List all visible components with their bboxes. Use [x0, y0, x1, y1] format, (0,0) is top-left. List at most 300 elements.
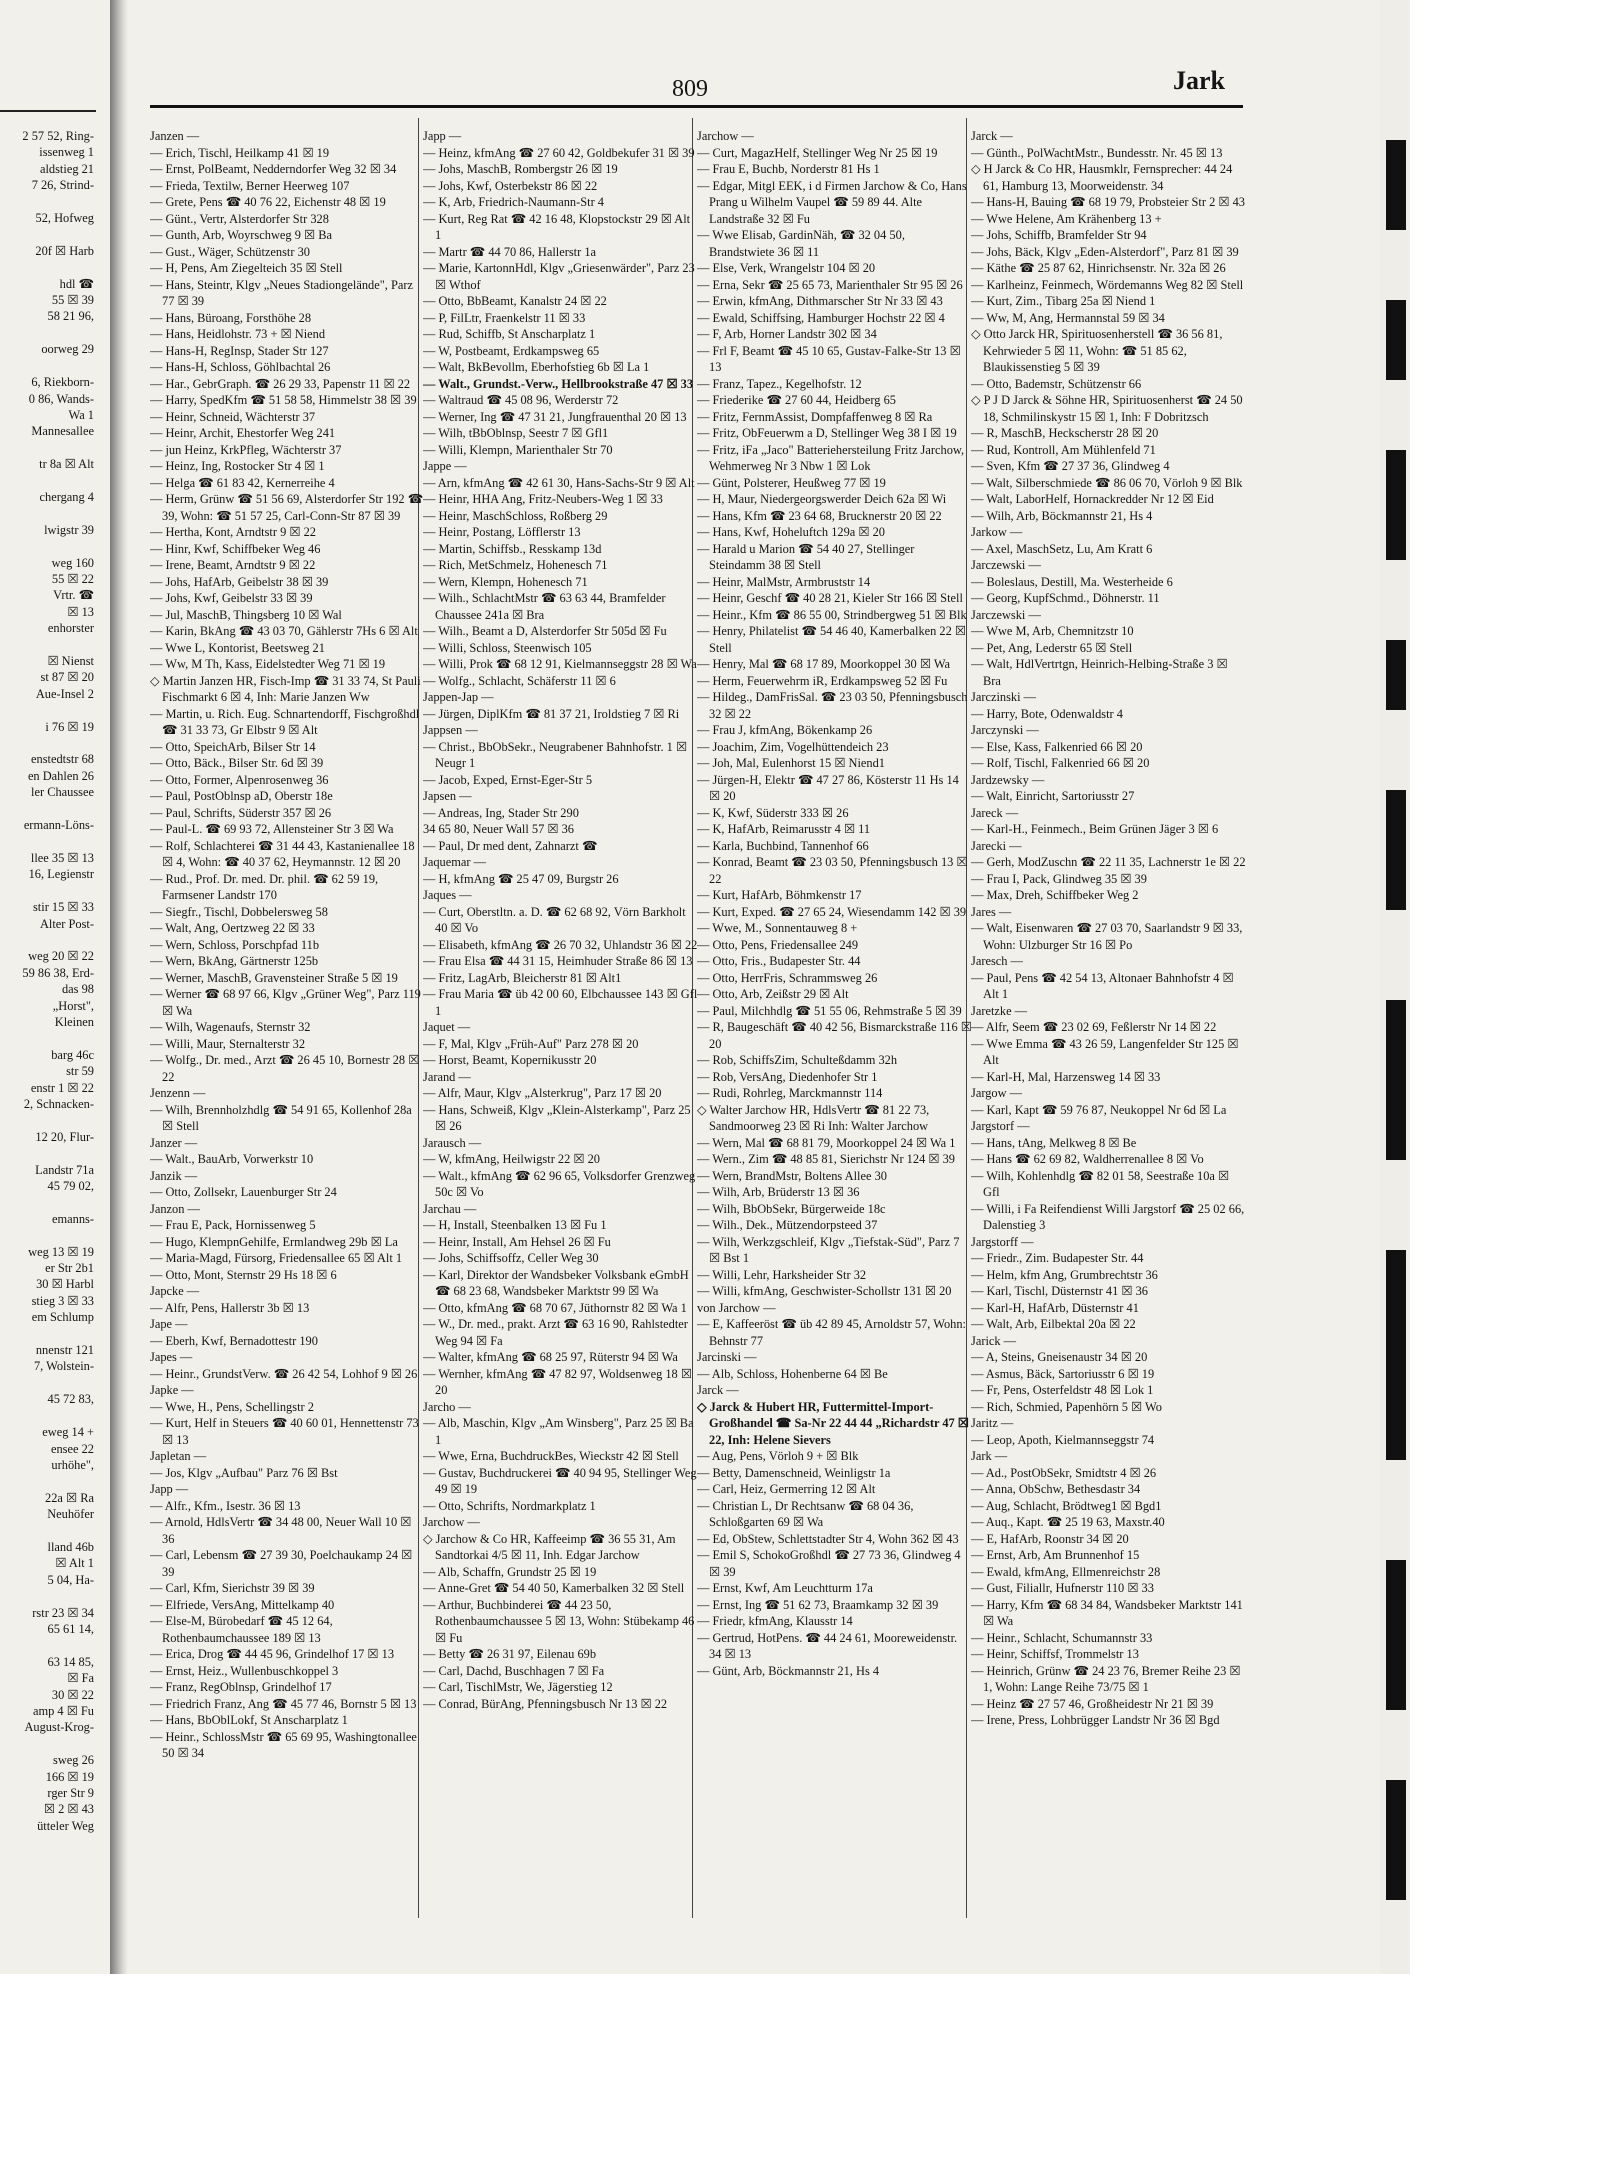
left-fragment-line: emanns- [52, 1211, 94, 1226]
surname-heading: Japsen — [423, 789, 472, 803]
directory-entry: — Ernst, Ing ☎ 51 62 73, Braamkamp 32 ☒ 39 [697, 1597, 939, 1612]
left-fragment-line: tr 8a ☒ Alt [39, 457, 94, 472]
directory-entry: — Otto, Mont, Sternstr 29 Hs 18 ☒ 6 [150, 1267, 337, 1282]
directory-entry: — Curt, MagazHelf, Stellinger Weg Nr 25 ☒ 19 [697, 145, 938, 160]
directory-entry: — Fritz, LagArb, Bleicherstr 81 ☒ Alt1 [423, 970, 622, 985]
directory-entry: — Martr ☎ 44 70 86, Hallerstr 1a [423, 244, 597, 259]
directory-entry: — Wern, BkAng, Gärtnerstr 125b [150, 954, 319, 968]
directory-entry: — K, Arb, Friedrich-Naumann-Str 4 [423, 195, 605, 209]
left-fragment-line: enstedtstr 68 [31, 752, 94, 767]
left-fragment-line: 16, Legienstr [28, 867, 94, 882]
directory-entry: — Walt, HdlVertrtgn, Heinrich-Helbing-Straße 3 ☒ Bra [971, 657, 1228, 688]
directory-entry: — Harry, SpedKfm ☎ 51 58 58, Himmelstr 38 ☒ 39 [150, 393, 417, 407]
directory-entry: — Wwe, M., Sonnentauweg 8 + [697, 921, 858, 935]
left-fragment-line: 7, Wolstein- [33, 1359, 94, 1374]
directory-entry: — Ed, ObStew, Schlettstadter Str 4, Wohn 362 ☒ 43 [697, 1531, 959, 1546]
surname-heading: Japes — [150, 1350, 193, 1364]
directory-entry: — Heinr., SchlossMstr ☎ 65 69 95, Washingtonallee 50 ☒ 34 [150, 1729, 417, 1760]
directory-entry: — Wernher, kfmAng ☎ 47 82 97, Woldsenweg 18 ☒ 20 [423, 1366, 692, 1397]
directory-entry: — Irene, Beamt, Arndtstr 9 ☒ 22 [150, 558, 316, 572]
directory-entry: — R, Baugeschäft ☎ 40 42 56, Bismarckstraße 116 ☒ 20 [697, 1020, 972, 1051]
left-fragment-line: sweg 26 [53, 1753, 94, 1768]
left-fragment-line: 55 ☒ 39 [51, 293, 94, 308]
directory-entry: — Otto, SpeichArb, Bilser Str 14 [150, 739, 316, 754]
directory-entry: — Helga ☎ 61 83 42, Kernerreihe 4 [150, 475, 335, 490]
directory-entry: — R, MaschB, Heckscherstr 28 ☒ 20 [971, 426, 1159, 440]
directory-entry: ◇ P J D Jarck & Söhne HR, Spirituosenherst ☎ 24 50 18, Schmilinskystr 15 ☒ 1, Inh: F Dobritzsch [971, 393, 1243, 424]
left-fragment-line: Neuhöfer [47, 1507, 94, 1522]
directory-entry: — Paul, Dr med dent, Zahnarzt ☎ [423, 838, 598, 853]
directory-entry: — Karl, Direktor der Wandsbeker Volksbank eGmbH ☎ 68 23 68, Wandsbeker Marktstr 99 ☒ Wa [423, 1267, 689, 1298]
page-number: 809 [672, 76, 708, 102]
directory-entry: — Willi, i Fa Reifendienst Willi Jargstorf ☎ 25 02 66, Dalenstieg 3 [971, 1201, 1245, 1232]
surname-heading: Jaresch — [971, 954, 1023, 968]
left-fragment-line: em Schlump [31, 1310, 94, 1325]
directory-entry: — Friedr., Zim. Budapester Str. 44 [971, 1251, 1144, 1265]
directory-entry: — Karl-H., Feinmech., Beim Grünen Jäger 3 ☒ 6 [971, 822, 1219, 836]
directory-entry: — Aug, Pens, Vörloh 9 + ☒ Blk [697, 1449, 859, 1463]
surname-heading: Jarcho — [423, 1399, 471, 1414]
left-fragment-line [0, 1227, 100, 1243]
left-fragment-line [0, 538, 100, 554]
directory-entry: — Ww, M, Ang, Hermannstal 59 ☒ 34 [971, 310, 1165, 325]
surname-heading: Jargstorf — [971, 1119, 1030, 1133]
directory-entry: ◇ Jarchow & Co HR, Kaffeeimp ☎ 36 55 31, Am Sandtorkai 4/5 ☒ 11, Inh. Edgar Jarchow [423, 1531, 676, 1562]
directory-entry: — Walt., BauArb, Vorwerkstr 10 [150, 1152, 314, 1166]
directory-entry: — Jul, MaschB, Thingsberg 10 ☒ Wal [150, 607, 342, 622]
edge-ink-mark [1386, 790, 1406, 910]
left-fragment-line: 0 86, Wands- [28, 391, 94, 406]
directory-entry: — A, Steins, Gneisenaustr 34 ☒ 20 [971, 1350, 1148, 1364]
directory-entry: — Wern, Mal ☎ 68 81 79, Moorkoppel 24 ☒ Wa 1 [697, 1135, 956, 1150]
directory-entry: — Günt, Arb, Böckmannstr 21, Hs 4 [697, 1663, 880, 1678]
directory-entry: — Anna, ObSchw, Bethesdastr 34 [971, 1482, 1141, 1496]
left-fragment-line: enstr 1 ☒ 22 [30, 1080, 94, 1095]
left-fragment-line [0, 735, 100, 751]
directory-entry: — Frau E, Pack, Hornissenweg 5 [150, 1218, 316, 1232]
directory-entry: — Heinr, Schneid, Wächterstr 37 [150, 409, 316, 424]
directory-entry: — Henry, Mal ☎ 68 17 89, Moorkoppel 30 ☒ Wa [697, 657, 951, 671]
directory-entry: — Walter, kfmAng ☎ 68 25 97, Rüterstr 94 ☒ Wa [423, 1350, 678, 1364]
directory-entry: — Arn, kfmAng ☎ 42 61 30, Hans-Sachs-Str 9 ☒ Alt [423, 475, 695, 490]
directory-entry: — W, kfmAng, Heilwigstr 22 ☒ 20 [423, 1152, 601, 1166]
directory-entry: — Hans, BbOblLokf, St Anscharplatz 1 [150, 1713, 348, 1727]
left-fragment-line [0, 505, 100, 521]
left-fragment-line: 45 72 83, [47, 1392, 94, 1407]
directory-entry: — Willi, Schloss, Steenwisch 105 [423, 640, 592, 655]
directory-entry: — Frl F, Beamt ☎ 45 10 65, Gustav-Falke-Str 13 ☒ 13 [697, 343, 961, 374]
left-fragment-line: lland 46b [47, 1539, 94, 1554]
directory-entry: — Wwe, H., Pens, Schellingstr 2 [150, 1399, 314, 1414]
directory-entry: — Eberh, Kwf, Bernadottestr 190 [150, 1333, 318, 1348]
directory-entry: — Walt., Grundst.-Verw., Hellbrookstraße 47 ☒ 33 [423, 376, 694, 391]
left-fragment-line: aldstieg 21 [39, 161, 94, 176]
directory-entry: — Hertha, Kont, Arndtstr 9 ☒ 22 [150, 525, 316, 539]
directory-entry: — H, kfmAng ☎ 25 47 09, Burgstr 26 [423, 871, 619, 886]
directory-entry: — Paul, Pens ☎ 42 54 13, Altonaer Bahnhofstr 4 ☒ Alt 1 [971, 970, 1234, 1001]
directory-entry: — Else, Verk, Wrangelstr 104 ☒ 20 [697, 261, 876, 275]
left-fragment-line: 22a ☒ Ra [45, 1490, 94, 1505]
surname-heading: Jarczynski — [971, 723, 1039, 737]
header-rule [150, 105, 1243, 108]
directory-entry: — Rolf, Tischl, Falkenried 66 ☒ 20 [971, 756, 1150, 770]
directory-entry: — Käthe ☎ 25 87 62, Hinrichsenstr. Nr. 32a ☒ 26 [971, 261, 1226, 275]
left-fragment-line: 55 ☒ 22 [51, 571, 94, 586]
directory-entry: — Martin, Schiffsb., Resskamp 13d [423, 541, 602, 556]
left-fragment-line [0, 1112, 100, 1128]
directory-entry: — Irene, Press, Lohbrügger Landstr Nr 36 ☒ Bgd [971, 1713, 1220, 1727]
directory-entry: — Hugo, KlempnGehilfe, Ermlandweg 29b ☒ La [150, 1234, 398, 1249]
surname-heading: Jarchau — [423, 1201, 477, 1216]
left-fragment-line [0, 1523, 100, 1539]
page-binding-shadow [110, 0, 128, 1974]
directory-entry: — Gust., Wäger, Schützenstr 30 [150, 244, 310, 259]
directory-entry: — Erich, Tischl, Heilkamp 41 ☒ 19 [150, 145, 330, 160]
directory-entry: — Wwe, Erna, BuchdruckBes, Wieckstr 42 ☒ Stell [423, 1449, 679, 1463]
left-fragment-line: stieg 3 ☒ 33 [31, 1293, 94, 1308]
edge-ink-mark [1386, 140, 1406, 230]
directory-entry: — Rudi, Rohrleg, Marckmannstr 114 [697, 1086, 883, 1100]
directory-entry: — Paul, PostOblnsp aD, Oberstr 18e [150, 789, 333, 803]
directory-entry: — Karla, Buchbind, Tannenhof 66 [697, 838, 869, 853]
directory-entry: ◇ H Jarck & Co HR, Hausmklr, Fernsprecher: 44 24 61, Hamburg 13, Moorweidenstr. 34 [971, 162, 1233, 193]
directory-entry: — Ernst, Heiz., Wullenbuschkoppel 3 [150, 1663, 339, 1678]
directory-entry: — Wilh., Beamt a D, Alsterdorfer Str 505d ☒ Fu [423, 624, 667, 638]
left-fragment-line: weg 160 [51, 555, 94, 570]
directory-entry: — Otto, Arb, Zeißstr 29 ☒ Alt [697, 987, 849, 1001]
directory-entry: — Rud, Kontroll, Am Mühlenfeld 71 [971, 442, 1156, 457]
directory-entry: — Horst, Beamt, Kopernikusstr 20 [423, 1053, 597, 1067]
left-fragment-line: llee 35 ☒ 13 [30, 850, 94, 865]
directory-entry: — Paul, Milchhdlg ☎ 51 55 06, Rehmstraße 5 ☒ 39 [697, 1003, 962, 1018]
surname-heading: Japp — [150, 1482, 189, 1496]
directory-entry: — Rud, Schiffb, St Anscharplatz 1 [423, 327, 596, 341]
left-fragment-line: 2, Schnacken- [23, 1096, 94, 1111]
edge-ink-mark [1386, 1000, 1406, 1160]
directory-entry: — Wilh, Arb, Brüderstr 13 ☒ 36 [697, 1185, 860, 1199]
directory-entry: — Gustav, Buchdruckerei ☎ 40 94 95, Stellinger Weg 49 ☒ 19 [423, 1465, 697, 1496]
left-fragment-line: en Dahlen 26 [27, 768, 94, 783]
directory-entry: — H, Install, Steenbalken 13 ☒ Fu 1 [423, 1218, 607, 1232]
directory-column-4 [971, 128, 1246, 1938]
directory-entry: — Otto, Pens, Friedensallee 249 [697, 937, 859, 952]
running-head: Jark [1173, 66, 1225, 95]
directory-entry: — Frau Maria ☎ üb 42 00 60, Elbchaussee 143 ☒ Gfl 1 [423, 987, 698, 1018]
directory-entry: — Harry, Kfm ☎ 68 34 84, Wandsbeker Marktstr 141 ☒ Wa [971, 1597, 1243, 1628]
directory-entry: ◇ Otto Jarck HR, Spirituosenherstell ☎ 36 56 81, Kehrwieder 5 ☒ 11, Wohn: ☎ 51 85 62, Blaukissenstieg 5 ☒ 39 [971, 327, 1223, 374]
directory-entry: — Rob, SchiffsZim, Schulteßdamm 32h [697, 1053, 898, 1067]
directory-entry: — Günt, Polsterer, Heußweg 77 ☒ 19 [697, 475, 886, 490]
directory-entry: — Har., GebrGraph. ☎ 26 29 33, Papenstr 11 ☒ 22 [150, 376, 411, 391]
directory-entry: — Karl-H, Mal, Harzensweg 14 ☒ 33 [971, 1069, 1161, 1084]
directory-entry: — Johs, HafArb, Geibelstr 38 ☒ 39 [150, 574, 329, 589]
directory-entry: — F, Arb, Horner Landstr 302 ☒ 34 [697, 327, 877, 341]
directory-entry: — jun Heinz, KrkPfleg, Wächterstr 37 [150, 442, 342, 457]
directory-entry: — Hinr, Kwf, Schiffbeker Weg 46 [150, 541, 321, 556]
directory-entry: — Heinr, MaschSchloss, Roßberg 29 [423, 508, 608, 523]
directory-entry: — Franz, Tapez., Kegelhofstr. 12 [697, 376, 862, 391]
directory-entry: — Rolf, Schlachterei ☎ 31 44 43, Kastanienallee 18 ☒ 4, Wohn: ☎ 40 37 62, Heymannstr. 12 ☒ 20 [150, 838, 415, 869]
left-fragment-line: August-Krog- [24, 1720, 94, 1735]
directory-entry: — Frau Elsa ☎ 44 31 15, Heimhuder Straße 86 ☒ 13 [423, 954, 693, 968]
directory-entry: — Willi, kfmAng, Geschwister-Schollstr 131 ☒ 20 [697, 1284, 952, 1298]
directory-entry: — Rich, MetSchmelz, Hohenesch 71 [423, 558, 608, 572]
directory-entry: — Wilh, BbObSekr, Bürgerweide 18c [697, 1201, 886, 1216]
left-fragment-line: ☒ Fa [67, 1671, 94, 1686]
surname-heading: Jarczinski — [971, 690, 1037, 704]
left-fragment-line: lwigstr 39 [44, 522, 94, 537]
directory-entry: — Frieda, Textilw, Berner Heerweg 107 [150, 178, 350, 193]
surname-heading: Jarand — [423, 1069, 471, 1084]
surname-heading: Janzen — [150, 129, 200, 143]
directory-entry: — Anne-Gret ☎ 54 40 50, Kamerbalken 32 ☒ Stell [423, 1581, 685, 1595]
directory-entry: — Fritz, ObFeuerwm a D, Stellinger Weg 38 I ☒ 19 [697, 426, 957, 440]
surname-heading: Jaquet — [423, 1020, 471, 1034]
directory-entry: 34 65 80, Neuer Wall 57 ☒ 36 [423, 822, 574, 836]
directory-entry: — Hans-H, Schloss, Göhlbachtal 26 [150, 360, 331, 374]
directory-entry: — Alb, Maschin, Klgv „Am Winsberg", Parz 25 ☒ Ba 1 [423, 1416, 694, 1447]
directory-entry: — Alfr., Kfm., Isestr. 36 ☒ 13 [150, 1498, 301, 1513]
edge-ink-mark [1386, 1560, 1406, 1710]
directory-entry: — Sven, Kfm ☎ 27 37 36, Glindweg 4 [971, 459, 1170, 473]
left-fragment-line: hdl ☎ [59, 276, 94, 291]
left-fragment-line: 6, Riekborn- [31, 375, 94, 390]
directory-entry: — W., Dr. med., prakt. Arzt ☎ 63 16 90, Rahlstedter Weg 94 ☒ Fa [423, 1317, 688, 1348]
directory-entry: ◇ Jarck & Hubert HR, Futtermittel-Import-Großhandel ☎ Sa-Nr 22 44 44 „Richardstr 47 ☒ 22, Inh: Helene Sievers [697, 1399, 969, 1447]
left-fragment-line: weg 20 ☒ 22 [28, 949, 94, 964]
left-fragment-line: Alter Post- [39, 916, 94, 931]
directory-entry: — Wilh, Brennholzhdlg ☎ 54 91 65, Kollenhof 28a ☒ Stell [150, 1102, 412, 1133]
surname-heading: Janzik — [150, 1168, 198, 1183]
surname-heading: Jarcinski — [697, 1350, 757, 1364]
left-fragment-line: barg 46c [51, 1047, 94, 1062]
directory-entry: — Johs, Schiffsoffz, Celler Weg 30 [423, 1251, 599, 1265]
left-page-fragment-column [0, 128, 100, 1908]
directory-entry: — Else-M, Bürobedarf ☎ 45 12 64, Rothenbaumchaussee 189 ☒ 13 [150, 1614, 333, 1645]
directory-column-3 [697, 128, 972, 1938]
directory-entry: — Jos, Klgv „Aufbau" Parz 76 ☒ Bst [150, 1465, 338, 1480]
directory-entry: — Karl-H, HafArb, Düsternstr 41 [971, 1300, 1139, 1315]
directory-entry: — Wilh, Werkzgschleif, Klgv „Tiefstak-Süd", Parz 7 ☒ Bst 1 [697, 1234, 960, 1265]
directory-entry: — Frau I, Pack, Glindweg 35 ☒ 39 [971, 871, 1147, 886]
directory-entry: — Ewald, Schiffsing, Hamburger Hochstr 22 ☒ 4 [697, 310, 945, 325]
directory-entry: — Rob, VersAng, Diedenhofer Str 1 [697, 1069, 878, 1084]
directory-entry: — Otto, Zollsekr, Lauenburger Str 24 [150, 1185, 337, 1199]
left-fragment-line [0, 801, 100, 817]
directory-entry: — Axel, MaschSetz, Lu, Am Kratt 6 [971, 541, 1153, 556]
left-fragment-line: Landstr 71a [35, 1162, 94, 1177]
directory-entry: — Wern, BrandMstr, Boltens Allee 30 [697, 1168, 887, 1183]
directory-entry: — Max, Dreh, Schiffbeker Weg 2 [971, 888, 1139, 902]
directory-entry: — Wolfg., Schlacht, Schäferstr 11 ☒ 6 [423, 673, 616, 688]
surname-heading: Japp — [423, 129, 462, 143]
left-fragment-line: 65 61 14, [47, 1621, 94, 1636]
directory-entry: — Walt, BkBevollm, Eberhofstieg 6b ☒ La 1 [423, 360, 650, 374]
directory-entry: — Asmus, Bäck, Sartoriusstr 6 ☒ 19 [971, 1366, 1155, 1381]
directory-entry: — Karin, BkAng ☎ 43 03 70, Gählerstr 7Hs 6 ☒ Alt [150, 624, 418, 638]
surname-heading: Jargow — [971, 1086, 1023, 1100]
edge-ink-mark [1386, 1780, 1406, 1900]
left-fragment-line: „Horst", [52, 998, 94, 1013]
directory-entry: — Günt., Vertr, Alsterdorfer Str 328 [150, 211, 329, 226]
directory-entry: — Paul, Schrifts, Süderstr 357 ☒ 26 [150, 805, 332, 820]
directory-entry: — Hans, tAng, Melkweg 8 ☒ Be [971, 1135, 1137, 1150]
directory-entry: — Heinr., Schlacht, Schumannstr 33 [971, 1630, 1153, 1645]
edge-ink-mark [1386, 1250, 1406, 1460]
surname-heading: Jarck — [971, 129, 1013, 143]
directory-entry: — Heinz ☎ 27 57 46, Großheidestr Nr 21 ☒ 39 [971, 1696, 1214, 1711]
directory-entry: — Heinr., GrundstVerw. ☎ 26 42 54, Lohhof 9 ☒ 26 [150, 1366, 418, 1381]
directory-entry: — Hans-H, Bauing ☎ 68 19 79, Probsteier Str 2 ☒ 43 [971, 195, 1245, 209]
left-fragment-line: issenweg 1 [39, 145, 94, 160]
directory-entry: — H, Maur, Niedergeorgswerder Deich 62a ☒ Wi [697, 492, 947, 506]
left-fragment-line [0, 194, 100, 210]
directory-entry: — Otto, Fris., Budapester Str. 44 [697, 954, 861, 968]
left-fragment-line: chergang 4 [39, 489, 94, 504]
left-fragment-line: amp 4 ☒ Fu [32, 1704, 94, 1718]
left-fragment-line: rstr 23 ☒ 34 [32, 1605, 94, 1620]
directory-entry: — Karl, Tischl, Düsternstr 41 ☒ 36 [971, 1284, 1149, 1298]
directory-entry: — Hans ☎ 62 69 82, Waldherrenallee 8 ☒ Vo [971, 1152, 1204, 1166]
surname-heading: Janzon — [150, 1201, 200, 1216]
left-fragment-line [0, 259, 100, 275]
left-fragment-line: urhöhe", [51, 1457, 94, 1472]
directory-entry: — Carl, Heiz, Germerring 12 ☒ Alt [697, 1482, 876, 1496]
directory-entry: — Heinr, HHA Ang, Fritz-Neubers-Weg 1 ☒ 33 [423, 492, 663, 506]
directory-entry: — Walt, LaborHelf, Hornackredder Nr 12 ☒ Eid [971, 492, 1214, 506]
directory-entry: — Martin, u. Rich. Eug. Schnartendorff, Fischgroßhdl ☎ 31 33 73, Gr Elbstr 9 ☒ Alt [150, 706, 420, 737]
directory-entry: — Walt, Eisenwaren ☎ 27 03 70, Saarlandstr 9 ☒ 33, Wohn: Ulzburger Str 16 ☒ Po [971, 921, 1243, 952]
left-fragment-line: ermann-Löns- [23, 818, 94, 833]
directory-entry: — Edgar, Mitgl EEK, i d Firmen Jarchow & Co, Hans Prang u Wilhelm Vaupel ☎ 59 89 44. Alte Landstraße 32 ☒ Fu [697, 178, 967, 226]
left-fragment-line [0, 637, 100, 653]
directory-entry: — Wwe Emma ☎ 43 26 59, Langenfelder Str 125 ☒ Alt [971, 1036, 1239, 1067]
directory-entry: — Wern, Schloss, Porschpfad 11b [150, 937, 320, 952]
surname-heading: Jarkow — [971, 525, 1023, 539]
directory-entry: — Jürgen-H, Elektr ☎ 47 27 86, Kösterstr 11 Hs 14 ☒ 20 [697, 772, 959, 803]
directory-entry: — Friederike ☎ 27 60 44, Heidberg 65 [697, 393, 896, 407]
left-fragment-line [0, 1588, 100, 1604]
directory-entry: — Andreas, Ing, Stader Str 290 [423, 805, 579, 820]
surname-heading: Jappen-Jap — [423, 690, 494, 704]
surname-heading: Jardzewsky — [971, 772, 1045, 787]
directory-entry: — Heinr., Kfm ☎ 86 55 00, Strindbergweg 51 ☒ Blk [697, 607, 967, 622]
directory-entry: — Wern., Zim ☎ 48 85 81, Sierichstr Nr 124 ☒ 39 [697, 1152, 955, 1166]
directory-entry: — Walt., kfmAng ☎ 62 96 65, Volksdorfer Grenzweg 50c ☒ Vo [423, 1168, 696, 1199]
left-fragment-line: ☒ Alt 1 [55, 1556, 94, 1571]
left-fragment-line [0, 1030, 100, 1046]
directory-entry: — Hans, Schweiß, Klgv „Klein-Alsterkamp", Parz 25 ☒ 26 [423, 1102, 691, 1133]
directory-entry: — Jürgen, DiplKfm ☎ 81 37 21, Iroldstieg 7 ☒ Ri [423, 706, 680, 721]
directory-entry: — Fr, Pens, Osterfeldstr 48 ☒ Lok 1 [971, 1383, 1154, 1397]
directory-entry: — Joachim, Zim, Vogelhüttendeich 23 [697, 739, 889, 754]
directory-entry: — Werner, Ing ☎ 47 31 21, Jungfrauenthal 20 ☒ 13 [423, 409, 687, 424]
directory-entry: — Gerh, ModZuschn ☎ 22 11 35, Lachnerstr 1e ☒ 22 [971, 855, 1246, 869]
directory-entry: — Jacob, Exped, Ernst-Eger-Str 5 [423, 772, 593, 787]
directory-entry: — Otto, Bäck., Bilser Str. 6d ☒ 39 [150, 756, 324, 770]
left-fragment-line: 2 57 52, Ring- [22, 129, 94, 143]
directory-entry: — Wilh, Kohlenhdlg ☎ 82 01 58, Seestraße 10a ☒ Gfl [971, 1168, 1230, 1199]
left-fragment-line [0, 325, 100, 341]
directory-entry: — Grete, Pens ☎ 40 76 22, Eichenstr 48 ☒ 19 [150, 195, 386, 209]
directory-entry: — Wwe L, Kontorist, Beetsweg 21 [150, 640, 325, 655]
left-fragment-line [0, 1194, 100, 1210]
directory-entry: — Wolfg., Dr. med., Arzt ☎ 26 45 10, Bornestr 28 ☒ 22 [150, 1053, 420, 1084]
directory-entry: — Erica, Drog ☎ 44 45 96, Grindelhof 17 ☒ 13 [150, 1647, 395, 1661]
directory-column-1 [150, 128, 425, 1938]
surname-heading: Jares — [971, 904, 1012, 919]
surname-heading: Jareck — [971, 805, 1019, 820]
left-fragment-line: 5 04, Ha- [47, 1572, 94, 1587]
directory-entry: — Paul-L. ☎ 69 93 72, Allensteiner Str 3 ☒ Wa [150, 822, 394, 836]
left-fragment-line: 7 26, Strind- [31, 178, 94, 193]
directory-entry: — Otto, HerrFris, Schrammsweg 26 [697, 970, 878, 985]
directory-entry: — Herm, Feuerwehrm iR, Erdkampsweg 52 ☒ Fu [697, 673, 948, 688]
directory-entry: — Kurt, HafArb, Böhmkenstr 17 [697, 888, 862, 902]
directory-entry: — Franz, RegOblnsp, Grindelhof 17 [150, 1680, 332, 1694]
directory-entry: — Rich, Schmied, Papenhörn 5 ☒ Wo [971, 1399, 1162, 1414]
directory-entry: — Auq., Kapt. ☎ 25 19 63, Maxstr.40 [971, 1515, 1165, 1529]
directory-entry: — Otto, kfmAng ☎ 68 70 67, Jüthornstr 82 ☒ Wa 1 [423, 1300, 687, 1315]
directory-entry: — Herm, Grünw ☎ 51 56 69, Alsterdorfer Str 192 ☎ 39, Wohn: ☎ 51 57 25, Carl-Conn-Str 87 ☒ 39 [150, 492, 424, 523]
directory-column-2 [423, 128, 698, 1938]
left-fragment-line: 30 ☒ Harbl [36, 1277, 94, 1292]
surname-heading: Jargstorff — [971, 1234, 1034, 1249]
directory-entry: — Willi, Prok ☎ 68 12 91, Kielmannseggstr 28 ☒ Wa [423, 657, 697, 671]
directory-entry: — Heinr, Install, Am Hehsel 26 ☒ Fu [423, 1234, 611, 1249]
left-fragment-line: er Str 2b1 [45, 1261, 94, 1276]
directory-entry: — E, Kaffeeröst ☎ üb 42 89 45, Arnoldstr 57, Wohn: Behnstr 77 [697, 1317, 966, 1348]
directory-entry: — Leop, Apoth, Kielmannseggstr 74 [971, 1432, 1155, 1447]
directory-entry: — Johs, MaschB, Rombergstr 26 ☒ 19 [423, 162, 618, 176]
directory-entry: — Johs, Kwf, Osterbekstr 86 ☒ 22 [423, 178, 598, 193]
directory-entry: — Walt, Ang, Oertzweg 22 ☒ 33 [150, 921, 315, 935]
directory-entry: — Friedrich Franz, Ang ☎ 45 77 46, Bornstr 5 ☒ 13 [150, 1696, 417, 1711]
directory-entry: — Kurt, Reg Rat ☎ 42 16 48, Klopstockstr 29 ☒ Alt 1 [423, 211, 691, 242]
surname-heading: von Jarchow — [697, 1300, 776, 1315]
directory-entry: — K, HafArb, Reimarusstr 4 ☒ 11 [697, 822, 871, 836]
directory-entry: — K, Kwf, Süderstr 333 ☒ 26 [697, 805, 849, 820]
directory-entry: — Gust, Filiallr, Hufnerstr 110 ☒ 33 [971, 1581, 1154, 1595]
directory-entry: — H, Pens, Am Ziegelteich 35 ☒ Stell [150, 261, 343, 275]
directory-entry: — Konrad, Beamt ☎ 23 03 50, Pfenningsbusch 13 ☒ 22 [697, 855, 968, 886]
directory-entry: — Emil S, SchokoGroßhdl ☎ 27 73 36, Glindweg 4 ☒ 39 [697, 1548, 961, 1579]
directory-entry: — Karlheinz, Feinmech, Wördemanns Weg 82 ☒ Stell [971, 277, 1244, 292]
directory-entry: — Harald u Marion ☎ 54 40 27, Stellinger Steindamm 38 ☒ Stell [697, 541, 915, 572]
surname-heading: Jaritz — [971, 1416, 1014, 1430]
directory-entry: — Fritz, iFa „Jaco" Batteriehersteilung Fritz Jarchow, Wehmerweg Nr 3 Nbw 1 ☒ Lok [697, 442, 965, 473]
directory-entry: — Wwe Helene, Am Krähenberg 13 + [971, 211, 1162, 226]
left-fragment-line: 45 79 02, [47, 1179, 94, 1193]
directory-entry: — Boleslaus, Destill, Ma. Westerheide 6 [971, 574, 1173, 589]
directory-entry: — Ww, M Th, Kass, Eidelstedter Weg 71 ☒ 19 [150, 657, 386, 671]
left-fragment-line [0, 473, 100, 489]
directory-entry: — E, HafArb, Roonstr 34 ☒ 20 [971, 1531, 1129, 1546]
directory-entry: — Hans, Büroang, Forsthöhe 28 [150, 310, 312, 325]
directory-entry: — Wern, Klempn, Hohenesch 71 [423, 574, 588, 589]
directory-entry: — Curt, Oberstltn. a. D. ☎ 62 68 92, Vörn Barkholt 40 ☒ Vo [423, 904, 686, 935]
left-fragment-line: das 98 [61, 982, 94, 997]
directory-entry: — Helm, kfm Ang, Grumbrechtstr 36 [971, 1267, 1158, 1282]
surname-heading: Jarick — [971, 1333, 1017, 1348]
directory-entry: — Joh, Mal, Eulenhorst 15 ☒ Niend1 [697, 756, 886, 770]
directory-entry: — Marie, KartonnHdl, Klgv „Griesenwärder", Parz 23 ☒ Wthof [423, 261, 695, 292]
directory-entry: — Otto, Former, Alpenrosenweg 36 [150, 772, 329, 787]
directory-entry: — Fritz, FernmAssist, Dompfaffenweg 8 ☒ Ra [697, 409, 933, 424]
left-fragment-line: rger Str 9 [47, 1786, 94, 1801]
directory-entry: — W, Postbeamt, Erdkampsweg 65 [423, 343, 600, 358]
directory-entry: — Elisabeth, kfmAng ☎ 26 70 32, Uhlandstr 36 ☒ 22 [423, 937, 698, 952]
